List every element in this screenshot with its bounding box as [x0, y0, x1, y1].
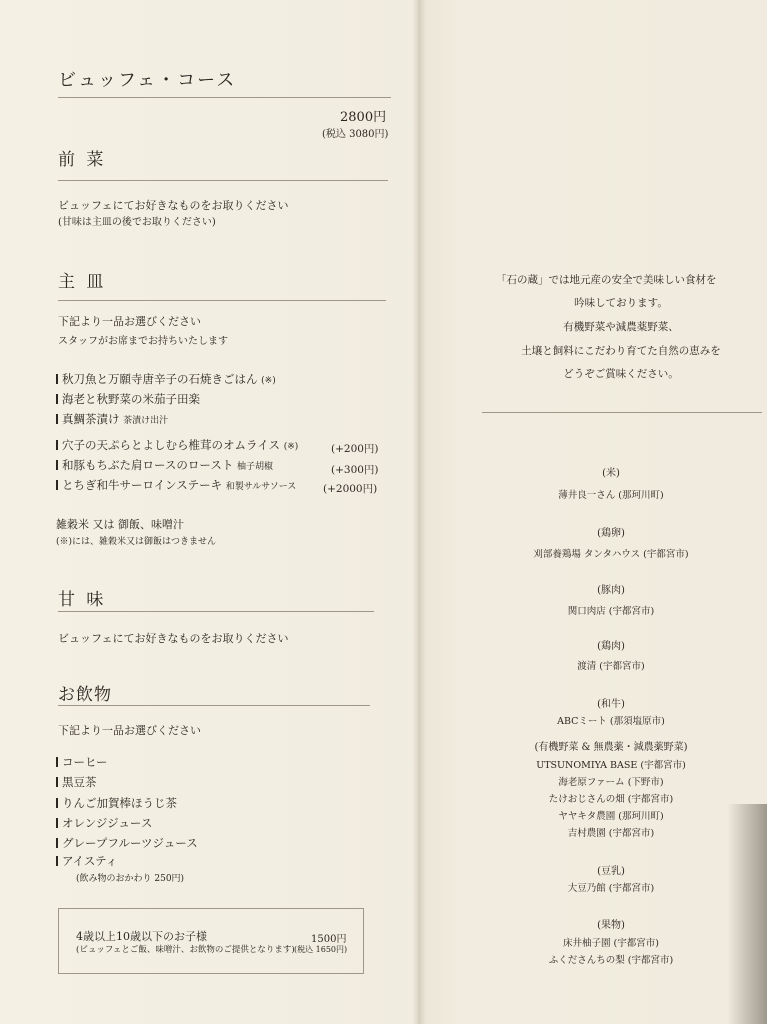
main-item [56, 457, 273, 473]
course-title: ビュッフェ・コース [58, 70, 237, 91]
dessert-title: 甘 味 [58, 590, 107, 610]
kids-title: 4歳以上10歳以下のお子様 [76, 930, 207, 943]
kids-desc: (ビュッフェとご飯、味噌汁、お飲物のご提供となります) [76, 945, 295, 955]
main-item-name: 穴子の天ぷらとよしむら椎茸のオムライス [62, 438, 281, 452]
producer-category: (鶏卵) [597, 528, 625, 539]
drink-item-name: グレープフルーツジュース [62, 836, 198, 850]
producer-category: (鶏肉) [597, 641, 625, 652]
main-item-price: (+300円) [331, 464, 379, 476]
main-item-name: とちぎ和牛サーロインステーキ [62, 478, 223, 492]
intro-line: 「石の蔵」では地元産の安全で美味しい食材を [496, 274, 717, 286]
drink-item [56, 754, 108, 770]
main-item-note: 柚子胡椒 [237, 462, 274, 472]
main-item-price: (+2000円) [323, 483, 378, 495]
drink-item [56, 835, 198, 851]
drink-item [56, 774, 97, 790]
bullet-mark [56, 480, 58, 490]
course-price: 2800円 [340, 110, 387, 125]
bullet-mark [56, 856, 58, 866]
drinks-rule [58, 705, 370, 706]
main-item-note: (※) [261, 376, 276, 386]
main-item [56, 371, 276, 387]
rice-note: (※)には、雑穀米又は御飯はつきません [56, 537, 217, 547]
producer-name: 刈部養鶏場 タンタハウス (宇都宮市) [533, 549, 689, 560]
course-rule [58, 97, 391, 98]
producer-category: (豆乳) [597, 866, 625, 877]
page-fold [412, 0, 426, 1024]
producer-name: 床井柚子園 (宇都宮市) [563, 938, 659, 949]
intro-line: どうぞご賞味ください。 [563, 368, 679, 380]
intro-rule [482, 412, 762, 413]
drink-item [56, 853, 117, 869]
main-item-name: 海老と秋野菜の米茄子田楽 [62, 392, 200, 406]
producer-name: 関口肉店 (宇都宮市) [567, 606, 655, 617]
bullet-mark [56, 374, 58, 384]
dessert-rule [58, 611, 374, 612]
producer-category: (米) [602, 468, 620, 479]
main-item-name: 秋刀魚と万願寺唐辛子の石焼きごはん [62, 372, 258, 386]
main-note: スタッフがお席までお持ちいたします [58, 336, 228, 347]
producer-name: 薄井良一さん (那珂川町) [558, 490, 664, 501]
main-item [56, 411, 168, 427]
producer-name: 海老原ファーム (下野市) [558, 777, 664, 788]
course-price-tax: (税込 3080円) [322, 129, 389, 140]
drink-refill: (飲み物のおかわり 250円) [76, 874, 185, 884]
main-item-note: 和製サルサソース [225, 482, 297, 492]
drink-item-name: アイスティ [62, 854, 118, 868]
producer-name: ヤヤキタ農園 (那珂川町) [558, 811, 664, 822]
main-item [56, 477, 296, 493]
main-item [56, 437, 298, 453]
bullet-mark [56, 838, 58, 848]
drinks-text: 下記より一品お選びください [58, 724, 201, 737]
drink-item-name: オレンジジュース [62, 816, 153, 830]
main-title: 主 皿 [58, 272, 107, 292]
bullet-mark [56, 460, 58, 470]
producer-name: ABCミート (那須塩原市) [557, 716, 665, 727]
main-item-name: 和豚もちぶた肩ロースのロースト [62, 458, 234, 472]
main-item-price: (+200円) [331, 443, 379, 455]
main-item-note: 茶漬け出汁 [123, 416, 169, 426]
bullet-mark [56, 777, 58, 787]
bullet-mark [56, 440, 58, 450]
drink-item [56, 815, 152, 831]
producer-category: (豚肉) [597, 585, 625, 596]
intro-line: 土壌と飼料にこだわり育てた自然の恵みを [521, 345, 721, 357]
drink-item-name: りんご加賀棒ほうじ茶 [62, 796, 177, 810]
producer-name: 吉村農園 (宇都宮市) [567, 828, 655, 839]
main-item-name: 真鯛茶漬け [62, 412, 120, 426]
appetizer-note: (甘味は主皿の後でお取りください) [58, 217, 216, 228]
drink-item-name: コーヒー [62, 755, 108, 769]
drink-item-name: 黒豆茶 [62, 775, 97, 789]
producer-name: ふくださんちの梨 (宇都宮市) [548, 955, 674, 966]
producer-name: 大豆乃館 (宇都宮市) [567, 883, 655, 894]
producer-name: たけおじさんの畑 (宇都宮市) [548, 794, 674, 805]
kids-price: 1500円 [311, 934, 347, 945]
producer-category: (有機野菜 & 無農薬・減農薬野菜) [534, 742, 688, 753]
intro-line: 吟味しております。 [574, 297, 668, 309]
main-item-note: (※) [283, 442, 299, 452]
main-item [56, 391, 200, 407]
bullet-mark [56, 798, 58, 808]
producer-name: 渡清 (宇都宮市) [577, 661, 645, 672]
appetizer-title: 前 菜 [58, 150, 107, 170]
kids-price-tax: (税込 1650円) [294, 945, 348, 954]
drink-item [56, 795, 177, 811]
appetizer-rule [58, 180, 388, 181]
appetizer-text: ビュッフェにてお好きなものをお取りください [58, 199, 289, 212]
bullet-mark [56, 818, 58, 828]
drinks-title: お飲物 [58, 685, 112, 705]
main-rule [58, 300, 386, 301]
producer-name: UTSUNOMIYA BASE (宇都宮市) [536, 760, 686, 771]
bullet-mark [56, 414, 58, 424]
main-text: 下記より一品お選びください [58, 315, 201, 328]
dessert-text: ビュッフェにてお好きなものをお取りください [58, 632, 289, 645]
bullet-mark [56, 394, 58, 404]
bullet-mark [56, 757, 58, 767]
producer-category: (和牛) [597, 699, 625, 710]
rice-text: 雑穀米 又は 御飯、味噌汁 [56, 518, 184, 531]
producer-category: (果物) [597, 920, 625, 931]
intro-line: 有機野菜や減農薬野菜、 [563, 321, 679, 333]
